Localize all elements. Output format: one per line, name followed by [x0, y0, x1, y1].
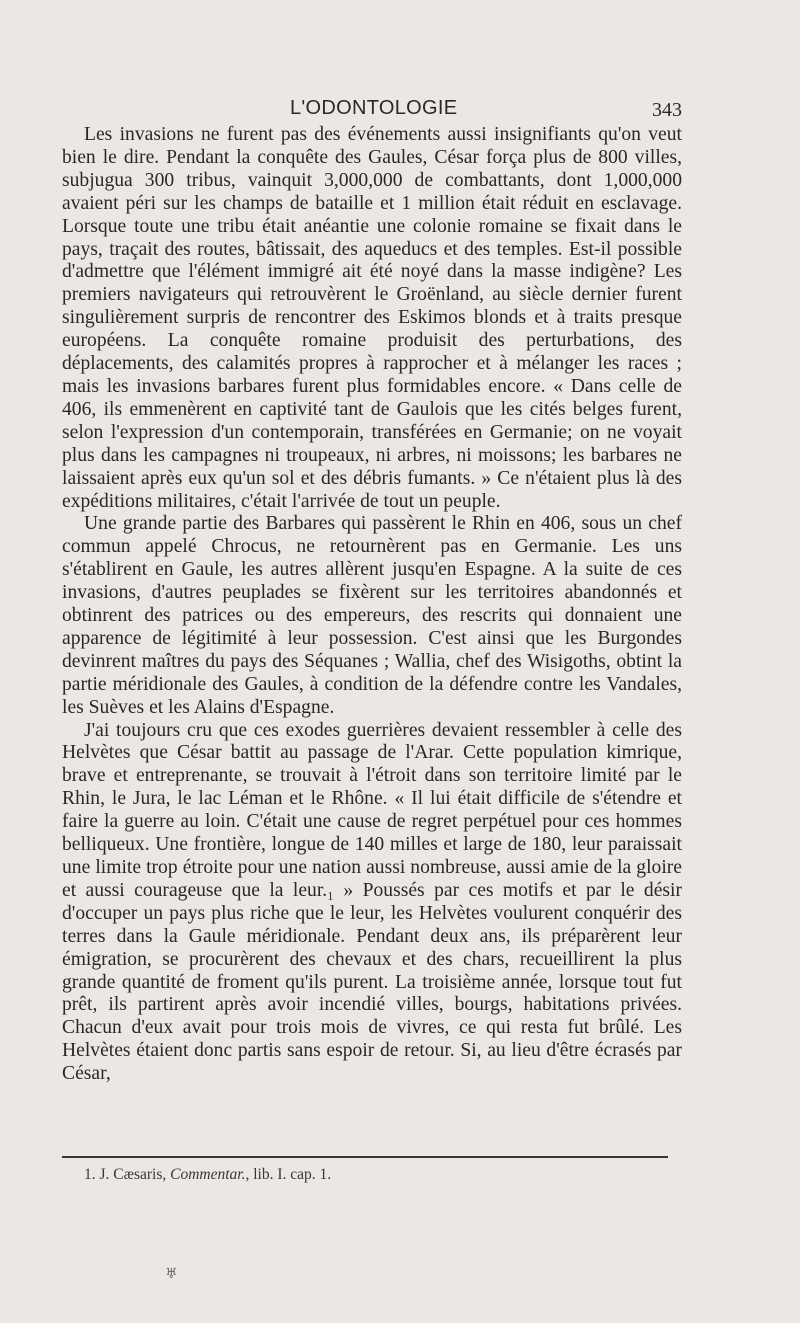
paragraph: Une grande partie des Barbares qui passèrent le Rhin en 406, sous un chef commun appelé Chrocus, ne retournèrent pas en Germanie. Les uns s'établirent en Gaule, les autres allèrent jusqu'en Espagne. A la suite de ces invasions, d'autres peuplades se fixèrent sur les territoires abandonnés et obtinrent des patrices ou des empereurs, des rescrits qui donnaient une apparence de légitimité à leur possession. C'est ainsi que les Burgondes devinrent maîtres du pays des Séquanes ; Wallia, chef des Wisigoths, obtint la partie méridionale des Gaules, à condition de la défendre contre les Vandales, les Suèves et les Alains d'Espagne.	[62, 513, 682, 718]
footnote-suffix: , lib. I. cap. 1.	[245, 1166, 332, 1183]
body-text	[62, 124, 682, 1086]
page-number: 343	[652, 99, 682, 121]
footnote-divider	[62, 1156, 668, 1158]
paragraph: Les invasions ne furent pas des événements aussi insignifiants qu'on veut bien le dire. Pendant la conquête des Gaules, César força plus de 800 villes, subjugua 300 tribus, vainquit 3,000,000 de combattants, dont 1,000,000 avaient péri sur les champs de bataille et 1 million était réduit en esclavage. Lorsque toute une tribu était anéantie une colonie romaine se fixait dans le pays, traçait des routes, bâtissait, des aqueducs et des temples. Est-il possible d'admettre que l'élément immigré ait été noyé dans la masse indigène? Les premiers navigateurs qui retrouvèrent le Groënland, au siècle dernier furent singulièrement surpris de rencontrer des Eskimos blonds et à traits presque européens. La conquête romaine produisit des perturbations, des déplacements, des calamités propres à rapprocher et à mélanger les races ; mais les invasions barbares furent plus formidables encore. « Dans celle de 406, ils emmenèrent en captivité tant de Gaulois que les cités belges furent, selon l'expression d'un contemporain, transférées en Germanie; on ne voyait plus dans les campagnes ni troupeaux, ni arbres, ni moissons; les barbares ne laissaient après eux qu'un sol et des débris fumants. » Ce n'étaient plus là des expéditions militaires, c'était l'arrivée de tout un peuple.	[62, 124, 682, 512]
printer-mark: ♅	[165, 1267, 178, 1282]
paragraph: J'ai toujours cru que ces exodes guerrières devaient ressembler à celle des Helvètes que César battit au passage de l'Arar. Cette population kimrique, brave et entreprenante, se trouvait à l'étroit dans son territoire limité par le Rhin, le Jura, le lac Léman et le Rhône. « Il lui était difficile de s'étendre et faire la guerre au loin. C'était une cause de regret perpétuel pour ces hommes belliqueux. Une frontière, longue de 140 milles et large de 180, leur paraissait une limite trop étroite pour une nation aussi nombreuse, aussi amie de la gloire et aussi courageuse que la leur.₁ » Poussés par ces motifs et par le désir d'occuper un pays plus riche que le leur, les Helvètes voulurent conquérir des terres dans la Gaule méridionale. Pendant deux ans, ils préparèrent leur émigration, se procurèrent des chevaux et des chars, recueillirent la plus grande quantité de froment qu'ils purent. La troisième année, lorsque tout fut prêt, ils partirent après avoir incendié villes, bourgs, habitations privées. Chacun d'eux avait pour trois mois de vivres, ce qui resta fut brûlé. Les Helvètes étaient donc partis sans espoir de retour. Si, au lieu d'être écrasés par César,	[62, 719, 682, 1085]
footnote-prefix: 1. J. Cæsaris,	[84, 1166, 171, 1183]
footnote-work-title: Commentar.	[170, 1166, 246, 1183]
footnote	[84, 1166, 331, 1184]
page-header	[62, 97, 682, 127]
running-title: L'ODONTOLOGIE	[290, 97, 458, 119]
